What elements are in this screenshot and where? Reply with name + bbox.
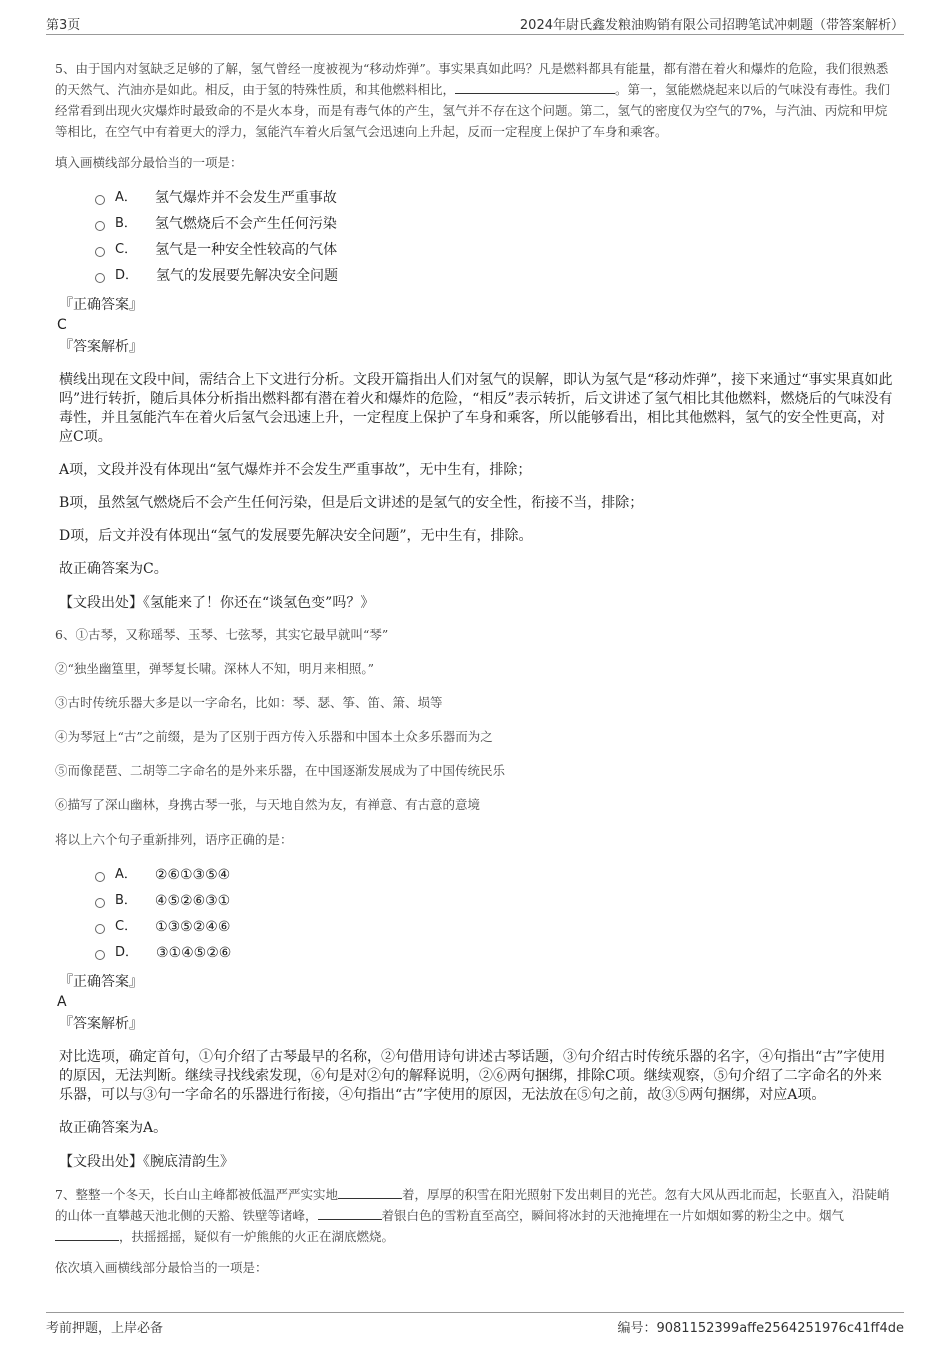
question-5-options — [95, 185, 895, 289]
source-citation: 【文段出处】《氢能来了！你还在“谈氢色变”吗？》 — [59, 595, 375, 611]
document-body — [55, 58, 895, 1290]
source-citation: 【文段出处】《腕底清韵生》 — [59, 1154, 234, 1170]
option-c[interactable]: C． ①③⑤②④⑥ — [95, 914, 895, 940]
radio-icon[interactable] — [95, 924, 105, 934]
fill-blank — [455, 79, 615, 94]
radio-icon[interactable] — [95, 247, 105, 257]
option-a[interactable]: A． ②⑥①③⑤④ — [95, 862, 895, 888]
sentence-item: 6、①古琴，又称瑶琴、玉琴、七弦琴，其实它最早就叫“琴” — [55, 627, 389, 642]
fill-blank — [55, 1226, 119, 1241]
option-d[interactable]: D． ③①④⑤②⑥ — [95, 940, 895, 966]
analysis-text: 横线出现在文段中间，需结合上下文进行分析。文段开篇指出人们对氢气的误解，即认为氢气是“移动炸弹”，接下来通过“事实果真如此吗”进行转折，随后具体分析指出燃料都有潜在着火和爆炸的危险，“相反”表示转折，后文讲述了氢气相比其他燃料，燃烧后的气味没有毒性，并且氢能汽车在着火后氢气会迅速上升，一定程度上保护了车身和乘客，所以能够看出，相比其他燃料，氢气的安全性更高，对应C项。 — [59, 372, 893, 445]
correct-answer: C — [57, 317, 67, 333]
page-number: 第3页 — [46, 18, 81, 33]
option-b[interactable]: B． ④⑤②⑥③① — [95, 888, 895, 914]
sentence-item: ②“独坐幽篁里，弹琴复长啸。深林人不知，明月来相照。” — [55, 661, 375, 676]
sentence-item: ⑥描写了深山幽林，身携古琴一张，与天地自然为友，有禅意、有古意的意境 — [55, 797, 481, 812]
analysis-text: 故正确答案为C。 — [59, 561, 168, 577]
option-d[interactable]: D． 氢气的发展要先解决安全问题 — [95, 263, 895, 289]
option-c[interactable]: C． 氢气是一种安全性较高的气体 — [95, 237, 895, 263]
fill-blank — [338, 1184, 402, 1199]
analysis-text: D项，后文并没有体现出“氢气的发展要先解决安全问题”，无中生有，排除。 — [59, 528, 533, 544]
question-7-stem: 7、整整一个冬天，长白山主峰都被低温严严实实地 着，厚厚的积雪在阳光照射下发出刺目的光芒。忽有大风从西北而起，长驱直入，沿陡峭的山体一直攀越天池北侧的天豁、铁壁等诸峰， 着银白色的雪粉直至高空，瞬间将冰封的天池掩埋在一片如烟如雾的粉尘之中。烟气，扶摇摇摇，疑似有一炉熊熊的火正在湖底燃烧。 — [55, 1184, 895, 1247]
correct-answer: A — [57, 994, 67, 1010]
question-6 — [55, 625, 895, 1172]
radio-icon[interactable] — [95, 195, 105, 205]
analysis-label: 『答案解析』 — [59, 1016, 143, 1032]
radio-icon[interactable] — [95, 898, 105, 908]
analysis-text: 对比选项，确定首句，①句介绍了古琴最早的名称，②句借用诗句讲述古琴话题，③句介绍古时传统乐器的名字，④句指出“古”字使用的原因，无法判断。继续寻找线索发现，⑥句是对②句的解释说明，②⑥两句捆绑，排除C项。继续观察，⑤句介绍了二字命名的外来乐器，可以与③句一字命名的乐器进行衔接，④句指出“古”字使用的原因，无法放在⑤句之前，故③⑤两句捆绑，对应A项。 — [59, 1049, 886, 1103]
question-7 — [55, 1184, 895, 1278]
page-footer — [46, 1312, 904, 1337]
radio-icon[interactable] — [95, 273, 105, 283]
analysis-text: 故正确答案为A。 — [59, 1120, 168, 1136]
question-7-prompt: 依次填入画横线部分最恰当的一项是： — [55, 1260, 268, 1275]
option-b[interactable]: B． 氢气燃烧后不会产生任何污染 — [95, 211, 895, 237]
fill-blank — [318, 1205, 382, 1220]
document-title: 2024年尉氏鑫发粮油购销有限公司招聘笔试冲刺题（带答案解析） — [519, 18, 904, 33]
question-6-prompt: 将以上六个句子重新排列，语序正确的是： — [55, 832, 293, 847]
question-5-stem: 5、由于国内对氢缺乏足够的了解，氢气曾经一度被视为“移动炸弹”。事实果真如此吗？凡是燃料都具有能量，都有潜在着火和爆炸的危险，我们很熟悉的天然气、汽油亦是如此。相反，由于氢的特殊性质，和其他燃料相比， 。第一，氢能燃烧起来以后的气味没有毒性。我们经常看到出现火灾爆炸时最致命的不是火本身，而是有毒气体的产生，氢气并不存在这个问题。第二，氢气的密度仅为空气的7%，与汽油、丙烷和甲烷等相比，在空气中有着更大的浮力，氢能汽车着火后氢气会迅速向上升起，反而一定程度上保护了车身和乘客。 — [55, 61, 891, 139]
question-5-prompt: 填入画横线部分最恰当的一项是： — [55, 155, 243, 170]
analysis-text: A项，文段并没有体现出“氢气爆炸并不会发生严重事故”，无中生有，排除； — [59, 462, 532, 478]
page-header — [46, 12, 904, 35]
footer-slogan: 考前押题，上岸必备 — [46, 1321, 164, 1336]
question-6-options — [95, 862, 895, 966]
analysis-text: B项，虽然氢气燃烧后不会产生任何污染，但是后文讲述的是氢气的安全性，衔接不当，排除； — [59, 495, 644, 511]
answer-label: 『正确答案』 — [59, 974, 143, 990]
radio-icon[interactable] — [95, 221, 105, 231]
document-id: 编号：9081152399affe2564251976c41ff4de — [617, 1321, 904, 1336]
option-a[interactable]: A． 氢气爆炸并不会发生严重事故 — [95, 185, 895, 211]
radio-icon[interactable] — [95, 950, 105, 960]
analysis-label: 『答案解析』 — [59, 339, 143, 355]
sentence-item: ⑤而像琵琶、二胡等二字命名的是外来乐器，在中国逐渐发展成为了中国传统民乐 — [55, 763, 506, 778]
answer-label: 『正确答案』 — [59, 297, 143, 313]
sentence-item: ④为琴冠上“古”之前缀，是为了区别于西方传入乐器和中国本土众多乐器而为之 — [55, 729, 493, 744]
radio-icon[interactable] — [95, 872, 105, 882]
question-5 — [55, 58, 895, 613]
sentence-item: ③古时传统乐器大多是以一字命名，比如：琴、瑟、筝、笛、箫、埙等 — [55, 695, 443, 710]
